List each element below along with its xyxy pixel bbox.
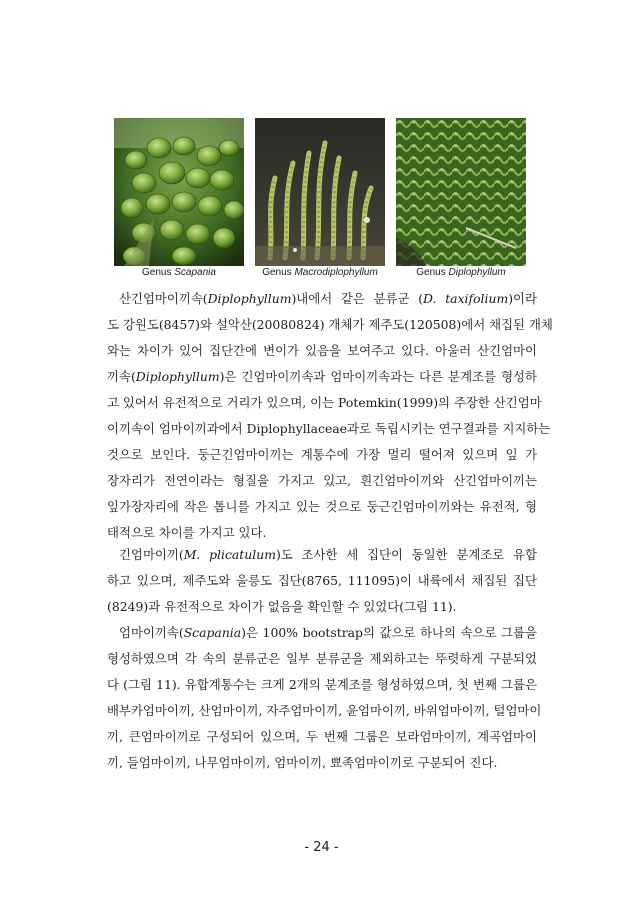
moss-photo-macrodiplophyllum [255, 118, 385, 266]
text-segment: 와는 차이가 있어 집단간에 변이가 있음을 보여주고 있다. 아울러 산긴엄마이 [107, 343, 537, 358]
scientific-name: Diplophyllum [135, 369, 220, 384]
text-line [107, 364, 537, 390]
text-segment: 고 있어서 유전적으로 거리가 있으며, 이는 Potemkin(1999)의 주장한 산긴엄마 [107, 395, 542, 410]
caption-genus: Diplophyllum [448, 267, 506, 278]
caption-prefix: Genus [262, 267, 292, 278]
text-line [107, 542, 537, 568]
caption-prefix: Genus [142, 267, 172, 278]
caption-genus: Macrodiplophyllum [294, 267, 378, 278]
text-line [107, 594, 537, 620]
text-line [107, 416, 551, 442]
text-segment: 엄마이끼속( [119, 625, 184, 640]
scientific-name: Diplophyllum [207, 291, 292, 306]
text-segment: )도 조사한 세 집단이 동일한 분계조로 유합 [275, 547, 538, 562]
text-segment: 장자리가 전연이라는 형질을 가지고 있고, 흰긴엄마이끼와 산긴엄마이끼는 [107, 473, 537, 488]
text-segment: 끼, 큰엄마이끼로 구성되어 있으며, 두 번째 그룹은 보라엄마이끼, 계곡엄마이 [107, 729, 537, 744]
text-segment: 것으로 보인다. 둥근긴엄마이끼는 계통수에 가장 멀리 떨어져 있으며 잎 가 [107, 447, 537, 462]
moss-photo-diplophyllum [396, 118, 526, 266]
text-segment: 배부카엄마이끼, 산엄마이끼, 자주엄마이끼, 윤엄마이끼, 바위엄마이끼, 털엄마이 [107, 703, 542, 718]
scientific-name: Scapania [183, 625, 242, 640]
text-line [107, 568, 537, 594]
text-segment: 긴엄마이끼( [119, 547, 184, 562]
scientific-name: D. taxifolium [423, 291, 509, 306]
paragraph-diplophyllum [107, 286, 553, 546]
text-segment: 잎가장자리에 작은 톱니를 가지고 있는 것으로 둥근긴엄마이끼와는 유전적, 형 [107, 499, 537, 514]
text-segment: 다 (그림 11). 유합계통수는 크게 2개의 분계조를 형성하였으며, 첫 번째 그룹은 [107, 677, 537, 692]
text-segment: )은 긴엄마이끼속과 엄마이끼속과는 다른 분계조를 형성하 [219, 369, 537, 384]
page-number: - 24 - [304, 840, 339, 855]
figure-caption-diplophyllum [386, 267, 536, 278]
text-line [107, 620, 537, 646]
text-segment: 하고 있으며, 제주도와 울릉도 집단(8765, 111095)이 내륙에서 채집된 집단 [107, 573, 537, 588]
text-line [107, 698, 542, 724]
paragraph-macrodiplophyllum [107, 542, 537, 620]
caption-genus: Scapania [174, 267, 216, 278]
text-segment: (8249)과 유전적으로 차이가 없음을 확인할 수 있었다(그림 11). [107, 599, 457, 614]
text-segment: )이라 [508, 291, 537, 306]
text-segment: 형성하였으며 각 속의 분류군은 일부 분류군을 제외하고는 뚜렷하게 구분되었 [107, 651, 537, 666]
text-segment: )은 100% bootstrap의 값으로 하나의 속으로 그룹을 [241, 625, 537, 640]
text-line [107, 312, 553, 338]
text-line [107, 442, 537, 468]
text-segment: 도 강원도(8457)와 설악산(20080824) 개체가 제주도(120508)에서 채집된 개체 [107, 317, 553, 332]
text-segment: 태적으로 차이를 가지고 있다. [107, 525, 267, 540]
text-line [107, 750, 537, 776]
text-segment: 끼, 들엄마이끼, 나무엄마이끼, 엄마이끼, 뾰족엄마이끼로 구분되어 진다. [107, 755, 498, 770]
scientific-name: M. plicatulum [183, 547, 276, 562]
text-segment: 산긴엄마이끼속( [119, 291, 208, 306]
moss-photo-scapania [114, 118, 244, 266]
text-line [107, 286, 537, 312]
text-line [107, 724, 537, 750]
figure-caption-macrodiplophyllum [245, 267, 395, 278]
text-line [107, 672, 537, 698]
text-line [107, 468, 537, 494]
text-line [107, 390, 542, 416]
text-line [107, 494, 537, 520]
text-line [107, 646, 537, 672]
paragraph-scapania [107, 620, 542, 776]
text-segment: 끼속( [107, 369, 136, 384]
text-segment: 이끼속이 엄마이끼과에서 Diplophyllaceae과로 독립시키는 연구결과를 지지하는 [107, 421, 551, 436]
figure-caption-scapania [104, 267, 254, 278]
text-segment: )내에서 같은 분류군 ( [291, 291, 424, 306]
text-line [107, 338, 537, 364]
caption-prefix: Genus [416, 267, 446, 278]
